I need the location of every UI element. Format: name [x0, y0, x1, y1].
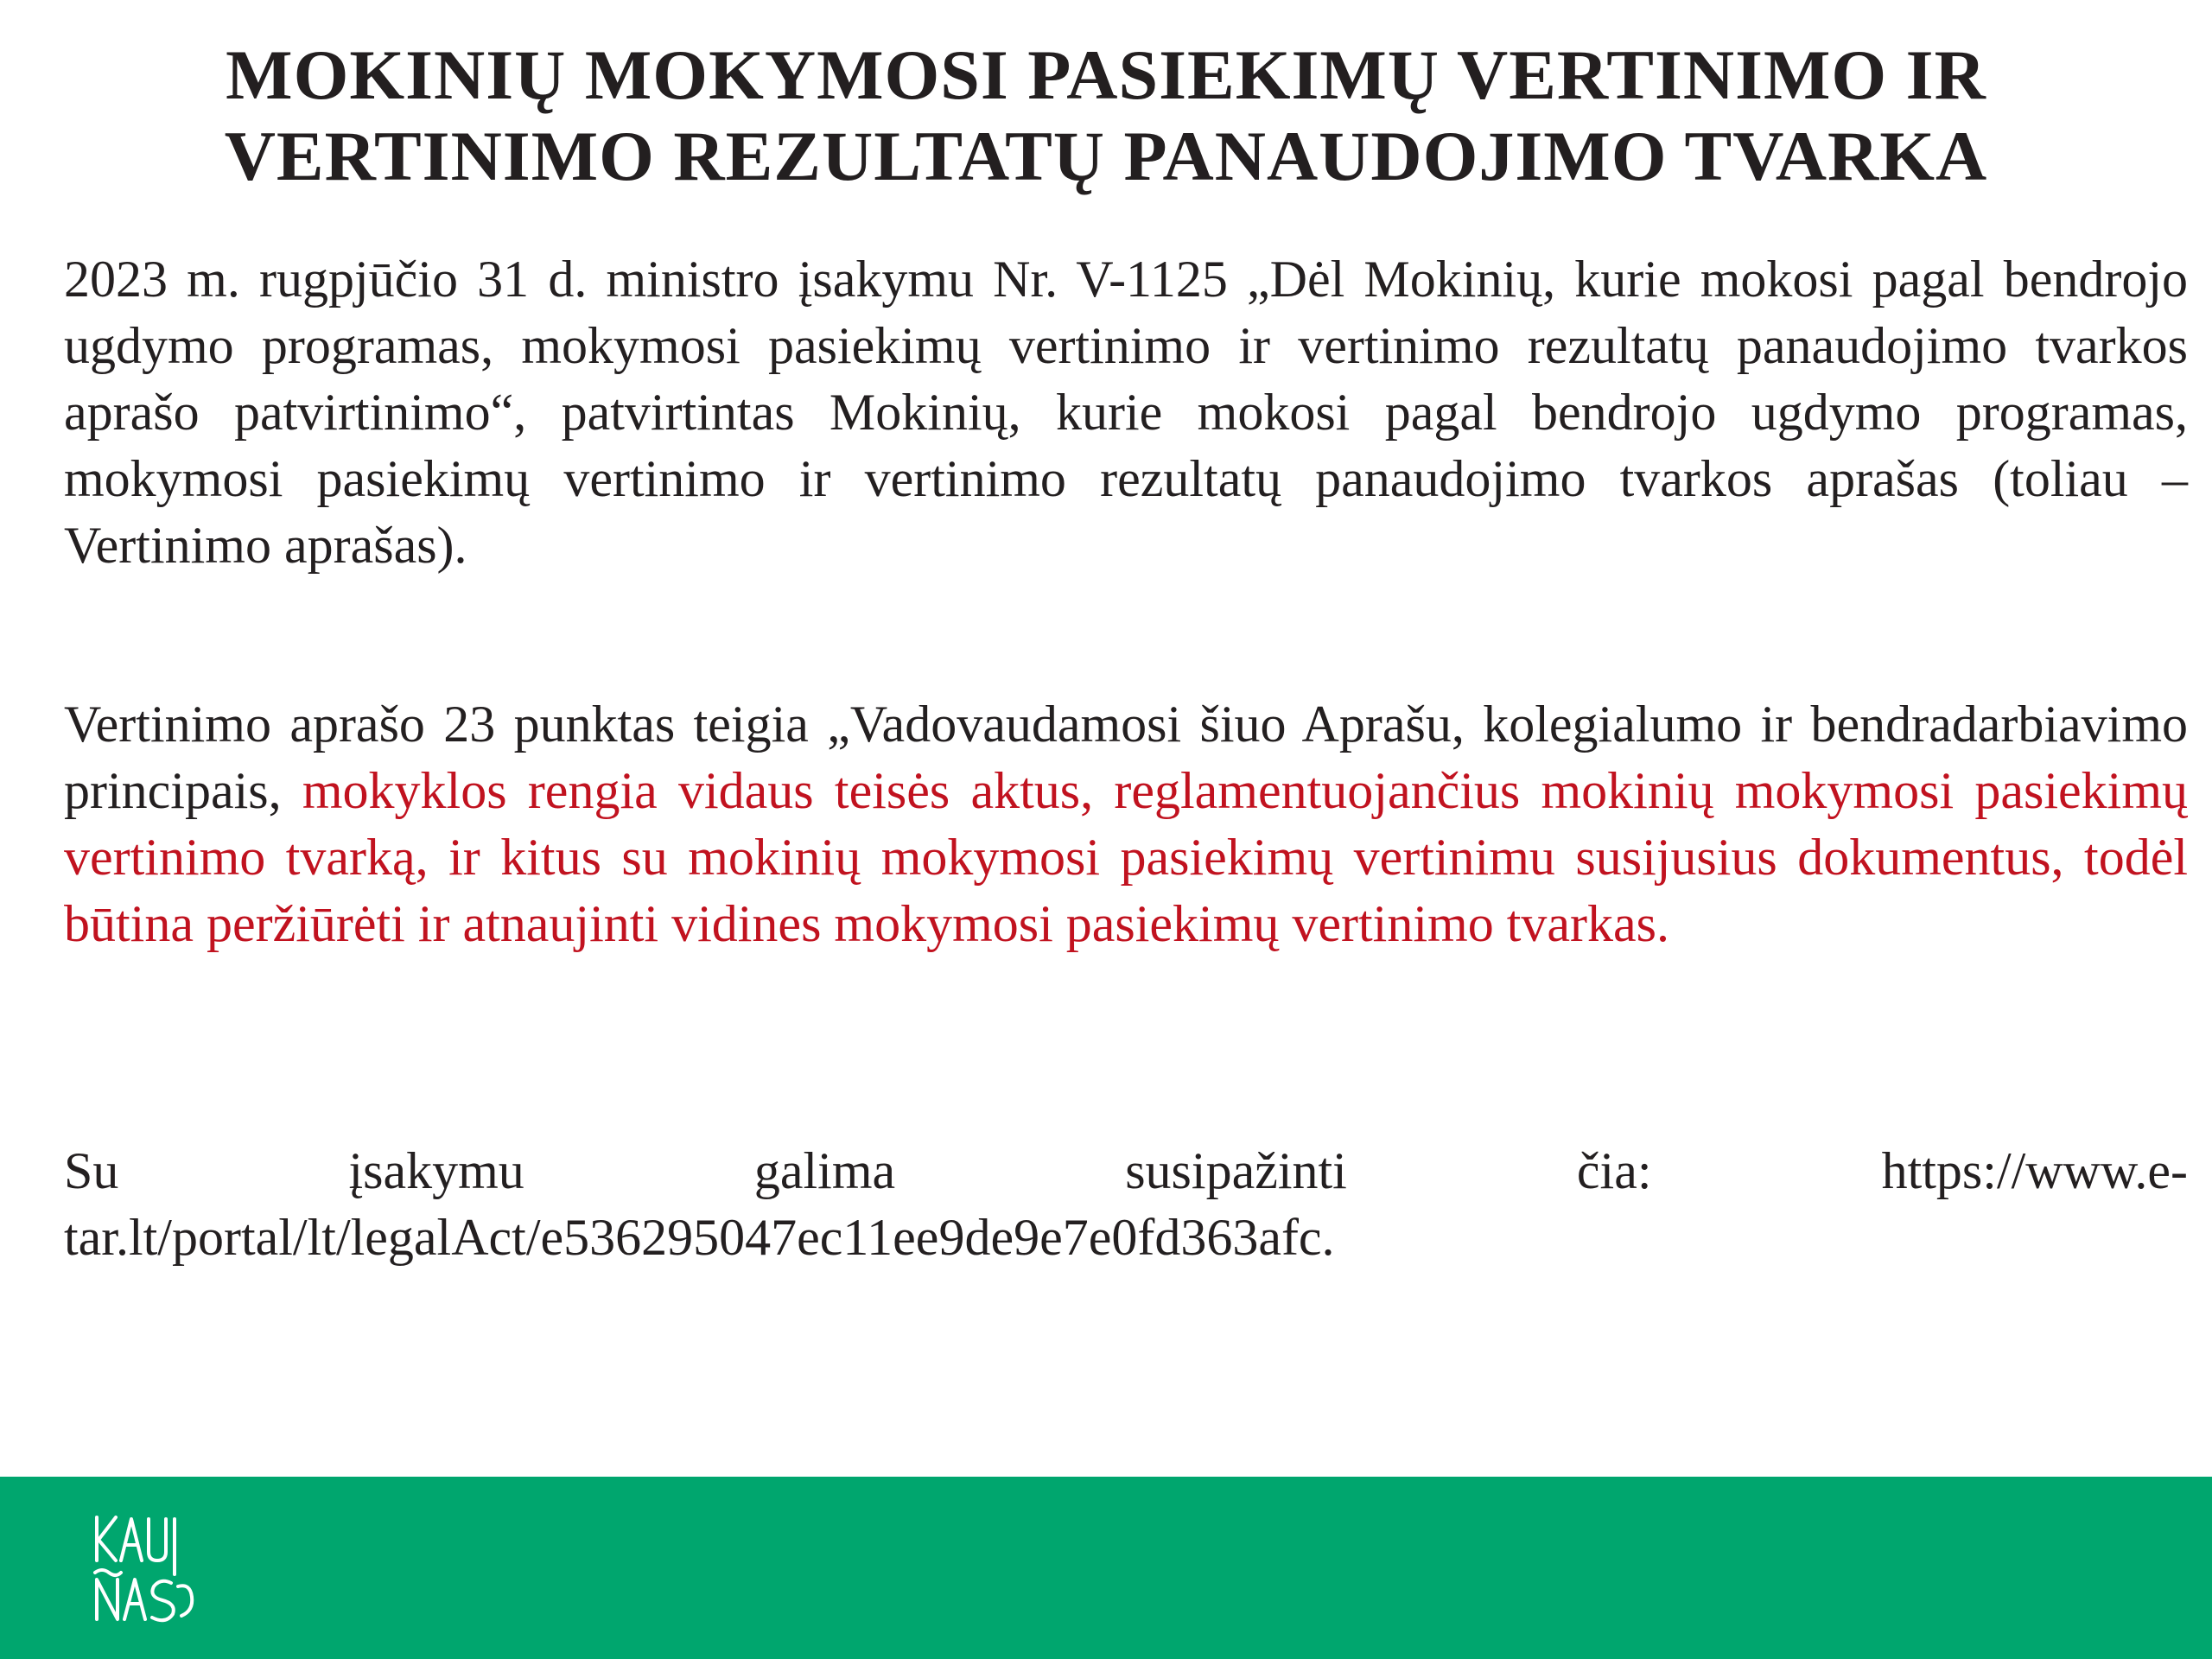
paragraph-point-23 — [64, 691, 2188, 957]
paragraph-point-23-plain: Vertinimo aprašo 23 punktas teigia „Vadovaudamosi šiuo Aprašu, kolegialumo ir bendradarbiavimo principais, — [64, 696, 2188, 819]
paragraph-link-info — [64, 1138, 2188, 1271]
kaunas-logo-icon — [92, 1514, 199, 1624]
paragraph-order-info: 2023 m. rugpjūčio 31 d. ministro įsakymu Nr. V-1125 „Dėl Mokinių, kurie mokosi pagal bendrojo ugdymo programas, mokymosi pasiekimų vertinimo ir vertinimo rezultatų panaudojimo tvarkos aprašo patvirtinimo“, patvirtintas Mokinių, kurie mokosi pagal bendrojo ugdymo programas, mokymosi pasiekimų vertinimo ir vertinimo rezultatų panaudojimo tvarkos aprašas (toliau – Vertinimo aprašas). — [64, 251, 2188, 574]
link-intro-text: Su įsakymu galima susipažinti čia: — [64, 1142, 1652, 1199]
footer-bar — [0, 1477, 2212, 1659]
title-line-1: MOKINIŲ MOKYMOSI PASIEKIMŲ VERTINIMO IR — [226, 35, 1986, 114]
title-line-2: VERTINIMO REZULTATŲ PANAUDOJIMO TVARKA — [224, 117, 1988, 195]
paragraph-point-23-highlight: mokyklos rengia vidaus teisės aktus, reglamentuojančius mokinių mokymosi pasiekimų vertinimo tvarką, ir kitus su mokinių mokymosi pasiekimų vertinimu susijusius dokumentus, todėl būtina peržiūrėti ir atnaujinti vidines mokymosi pasiekimų vertinimo tvarkas. — [64, 762, 2188, 952]
document-title — [104, 35, 2108, 197]
legal-act-link[interactable]: https://www.e-tar.lt/portal/lt/legalAct/e536295047ec11ee9de9e7e0fd363afc. — [64, 1142, 2188, 1266]
